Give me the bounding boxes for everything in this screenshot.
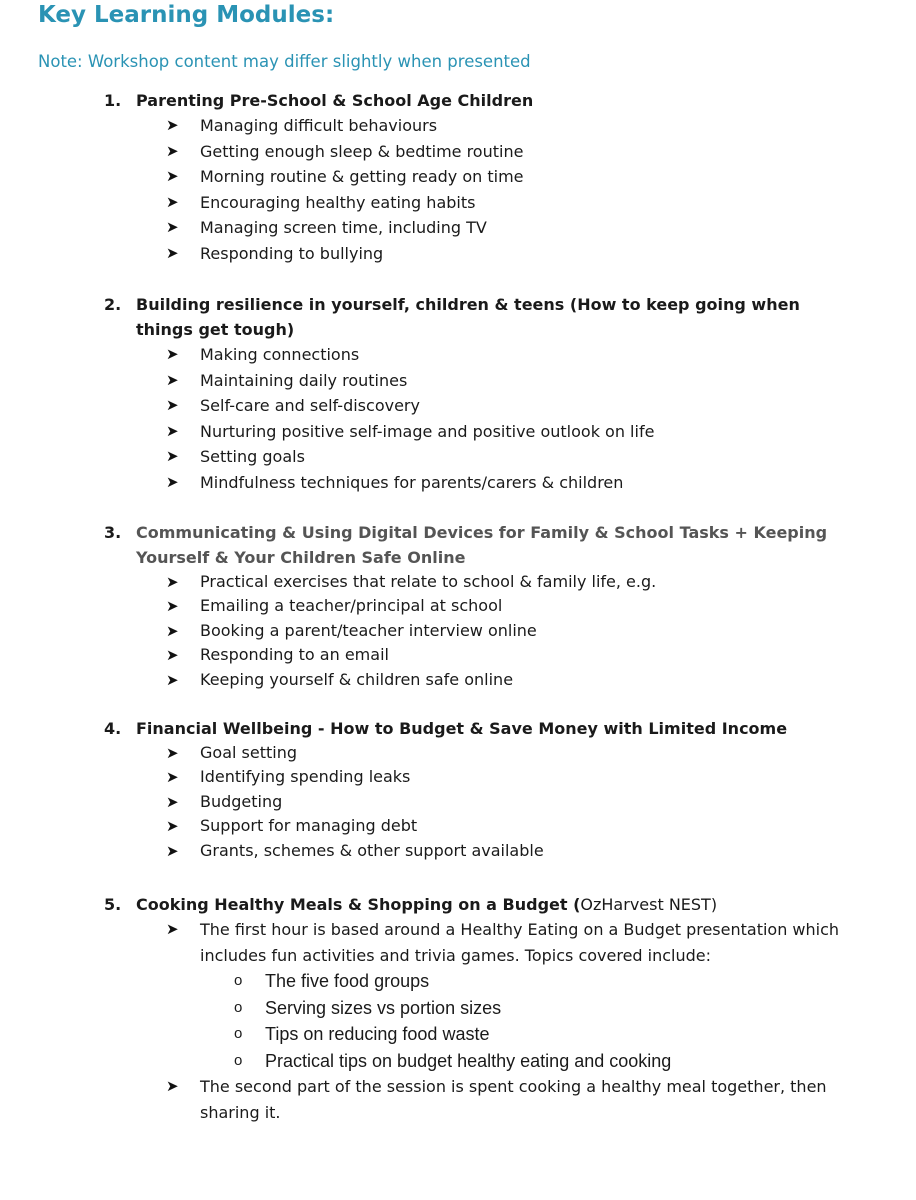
module-topic-list	[0, 1074, 916, 1125]
list-item: ➤ Getting enough sleep & bedtime routine	[0, 139, 860, 165]
list-item: o Tips on reducing food waste	[0, 1021, 916, 1048]
arrow-bullet-icon: ➤	[166, 573, 179, 591]
module-number: 5.	[104, 895, 122, 914]
module-number: 4.	[104, 719, 122, 738]
list-item: ➤ Responding to bullying	[0, 241, 860, 267]
arrow-bullet-icon: ➤	[166, 817, 179, 836]
circle-bullet-icon: o	[234, 972, 243, 990]
module-topic-list	[0, 342, 916, 496]
arrow-bullet-icon: ➤	[166, 744, 179, 762]
list-item: ➤ Practical exercises that relate to school & family life, e.g.	[0, 570, 860, 594]
list-item: ➤ Making connections	[0, 342, 860, 368]
list-item: ➤ Responding to an email	[0, 643, 860, 667]
circle-bullet-icon: o	[234, 998, 243, 1016]
arrow-bullet-icon: ➤	[166, 597, 179, 616]
list-item: ➤ Managing difficult behaviours	[0, 113, 860, 139]
module-topic-list	[0, 113, 916, 267]
arrow-bullet-icon: ➤	[166, 841, 179, 860]
module-number: 1.	[104, 91, 122, 110]
list-item: ➤ Goal setting	[0, 741, 860, 765]
list-item: ➤ Maintaining daily routines	[0, 368, 860, 394]
module-title: Parenting Pre-School & School Age Children	[136, 91, 534, 110]
module-number: 3.	[104, 523, 122, 542]
list-item: ➤ Morning routine & getting ready on time	[0, 164, 860, 190]
list-item: ➤ The second part of the session is spent cooking a healthy meal together, then sharing it.	[0, 1074, 860, 1125]
arrow-bullet-icon: ➤	[166, 167, 179, 186]
module-number: 2.	[104, 295, 122, 314]
list-item: ➤ The first hour is based around a Healthy Eating on a Budget presentation which includes fun activities and trivia games. Topics covered include:	[0, 917, 860, 968]
list-item: o Practical tips on budget healthy eating and cooking	[0, 1048, 916, 1075]
module-heading	[104, 292, 856, 342]
list-item: ➤ Booking a parent/teacher interview online	[0, 619, 860, 643]
arrow-bullet-icon: ➤	[166, 621, 179, 640]
page-title: Key Learning Modules:	[38, 2, 335, 28]
module-topic-list	[0, 741, 916, 863]
module-heading	[104, 88, 856, 113]
module-title-partner: OzHarvest NEST)	[580, 895, 718, 914]
module-heading	[104, 716, 856, 741]
list-item: ➤ Identifying spending leaks	[0, 765, 860, 789]
list-item: ➤ Grants, schemes & other support available	[0, 839, 860, 863]
module-title: Building resilience in yourself, children & teens (How to keep going when things get tough)	[136, 295, 800, 339]
arrow-bullet-icon: ➤	[166, 192, 179, 211]
arrow-bullet-icon: ➤	[166, 920, 179, 938]
list-item: ➤ Budgeting	[0, 790, 860, 814]
module-title: Communicating & Using Digital Devices for Family & School Tasks + Keeping Yourself & Your Children Safe Online	[136, 523, 828, 567]
module-title: Cooking Healthy Meals & Shopping on a Budget (	[136, 895, 581, 914]
module-2	[0, 292, 916, 496]
arrow-bullet-icon: ➤	[166, 243, 179, 262]
arrow-bullet-icon: ➤	[166, 116, 179, 134]
list-item: ➤ Emailing a teacher/principal at school	[0, 594, 860, 618]
list-item: ➤ Managing screen time, including TV	[0, 215, 860, 241]
list-item: ➤ Setting goals	[0, 444, 860, 470]
list-item: ➤ Self-care and self-discovery	[0, 393, 860, 419]
arrow-bullet-icon: ➤	[166, 472, 179, 491]
list-item: o The five food groups	[0, 968, 916, 995]
circle-bullet-icon: o	[234, 1051, 243, 1069]
module-topic-list	[0, 570, 916, 692]
list-item: ➤ Mindfulness techniques for parents/carers & children	[0, 470, 860, 496]
workshop-note: Note: Workshop content may differ slightly when presented	[38, 52, 531, 71]
module-4	[0, 716, 916, 863]
arrow-bullet-icon: ➤	[166, 396, 179, 415]
arrow-bullet-icon: ➤	[166, 141, 179, 160]
list-item: o Serving sizes vs portion sizes	[0, 995, 916, 1022]
module-subtopic-list	[0, 968, 916, 1074]
arrow-bullet-icon: ➤	[166, 447, 179, 466]
arrow-bullet-icon: ➤	[166, 218, 179, 237]
module-topic-list	[0, 917, 916, 968]
arrow-bullet-icon: ➤	[166, 670, 179, 689]
circle-bullet-icon: o	[234, 1025, 243, 1043]
module-5	[0, 892, 916, 1125]
arrow-bullet-icon: ➤	[166, 421, 179, 440]
arrow-bullet-icon: ➤	[166, 370, 179, 389]
arrow-bullet-icon: ➤	[166, 345, 179, 363]
list-item: ➤ Encouraging healthy eating habits	[0, 190, 860, 216]
list-item: ➤ Support for managing debt	[0, 814, 860, 838]
arrow-bullet-icon: ➤	[166, 792, 179, 811]
arrow-bullet-icon: ➤	[166, 1077, 179, 1096]
module-title: Financial Wellbeing - How to Budget & Save Money with Limited Income	[136, 719, 788, 738]
module-3	[0, 520, 916, 692]
arrow-bullet-icon: ➤	[166, 646, 179, 665]
list-item: ➤ Keeping yourself & children safe online	[0, 668, 860, 692]
arrow-bullet-icon: ➤	[166, 768, 179, 787]
module-1	[0, 88, 916, 267]
module-heading	[104, 520, 856, 570]
list-item: ➤ Nurturing positive self-image and positive outlook on life	[0, 419, 860, 445]
module-heading	[104, 892, 856, 917]
